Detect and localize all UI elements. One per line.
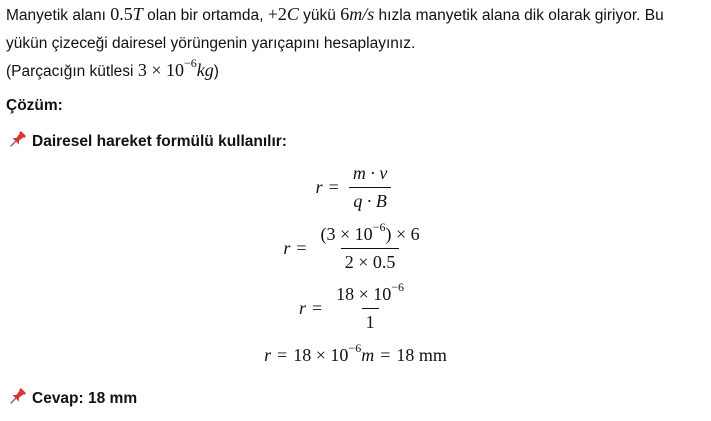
mass-unit: kg	[196, 60, 214, 80]
pushpin-icon	[6, 129, 28, 151]
problem-line-3: (Parçacığın kütlesi $3 \times 10^{-6}kg$)	[6, 56, 219, 80]
pushpin-icon	[6, 386, 28, 408]
problem-line-2: yükün çizeceği dairesel yörüngenin yarıçapını hesaplayınız.	[6, 35, 416, 52]
problem-line-1: Manyetik alanı 0.5T olan bir ortamda, +2C yükü 6m/s hızla manyetik alana dik olarak giriyor. Bu	[6, 4, 664, 24]
fraction: $\frac{18 \times 10^{-6}}{1}$	[336, 279, 405, 332]
charge-value: +2	[267, 4, 287, 24]
equation-2: r = $\frac{(3 \times 10^{-6}) \times 6}{2 \times 0.5}$	[0, 224, 711, 272]
field-unit: T	[132, 4, 143, 24]
solution-heading: Çözüm:	[6, 97, 63, 114]
field-value: 0.5	[110, 4, 133, 24]
formula-intro: Dairesel hareket formülü kullanılır:	[6, 129, 287, 154]
fraction: $\frac{(3 \times 10^{-6}) \times 6}{2 \times 0.5}$	[320, 219, 420, 272]
mass-value: $3 \times 10^{-6}$	[137, 56, 197, 80]
charge-unit: C	[286, 4, 299, 24]
speed-unit: m/s	[349, 4, 375, 24]
equation-3: r = $\frac{18 \times 10^{-6}}{1}$	[0, 284, 711, 332]
answer: Cevap: 18 mm	[6, 386, 137, 411]
equation-4: r = $18 \times 10^{-6}$ m = 18 mm	[264, 340, 447, 365]
speed-value: 6	[340, 4, 350, 24]
equation-1: r = $\frac{m \cdot v}{q \cdot B}$	[0, 164, 711, 210]
fraction: $\frac{m \cdot v}{q \cdot B}$	[349, 163, 392, 212]
